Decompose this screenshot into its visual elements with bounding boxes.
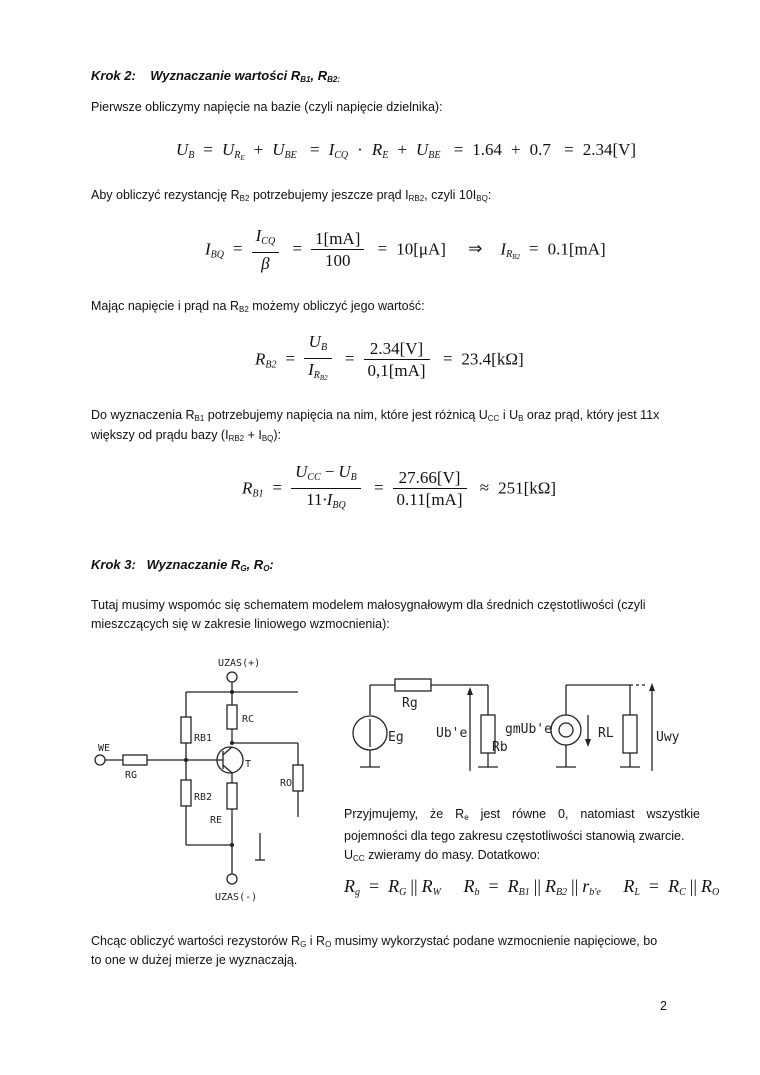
paragraph-2: Aby obliczyć rezystancję $R_{B2}$ potrzebujemy jeszcze prąd $I_{RB2}$, czyli $10I_{BQ}$: — [91, 188, 492, 203]
label-rl: RL — [598, 726, 614, 741]
label-re: RE — [210, 815, 223, 826]
paragraph-4-line2: większy od prądu bazy $(I_{RB2} + I_{BQ})$: — [91, 428, 282, 443]
label-eg: Eg — [388, 730, 404, 745]
page-number: 2 — [660, 999, 667, 1013]
label-rb-model: Rb — [492, 740, 508, 755]
label-rc: RC — [242, 714, 255, 725]
equation-rb2: RB2 = $\frac{UB}{IR_{B2}}$ = $\frac{2.34[V]}{0,1[mA]}$ = 23.4[kΩ] — [255, 332, 524, 382]
equation-rb1: RB1 = $\frac{\text{UCC − UB}}{\text{11·IBQ}}$ = $\frac{27.66[V]}{0.11[mA]}$ ≈ 251[kΩ] — [242, 462, 557, 511]
amplifier-schematic — [90, 655, 330, 905]
small-signal-model — [340, 675, 720, 785]
label-rg: RG — [125, 770, 138, 781]
label-t: T — [245, 759, 252, 770]
label-rb1: RB1 — [194, 733, 213, 744]
paragraph-1: Pierwsze obliczymy napięcie na bazie (czyli napięcie dzielnika): — [91, 100, 443, 114]
paragraph-3: Mając napięcie i prąd na $R_{B2}$ możemy obliczyć jego wartość: — [91, 299, 425, 314]
label-uwy: Uwy — [656, 730, 680, 745]
equation-parallel: Rg = RG || RW Rb = RB1 || RB2 || rb'e RL = RC || RO — [344, 876, 720, 898]
paragraph-5-line1: Tutaj musimy wspomóc się schematem modelem małosygnałowym dla średnich częstotliwości (czyli — [91, 598, 646, 612]
paragraph-6: Przyjmujemy, że $R_e$ jest równe 0, natomiast wszystkie pojemności dla tego zakresu częstotliwości stanowią zwarcie. $U_{CC}$ zwieramy do masy. Dotatkowo: — [344, 807, 700, 863]
step3-heading: Krok 3: Wyznaczanie $R_G$, $R_O$: — [91, 557, 274, 573]
step2-heading: Krok 2: Wyznaczanie wartości $R_{B1}$, $R_{B2:}$ — [91, 68, 341, 84]
label-gm: gmUb'e — [505, 722, 552, 737]
label-rg-model: Rg — [402, 696, 418, 711]
label-uzas-plus: UZAS(+) — [218, 658, 261, 669]
paragraph-7-line1: Chcąc obliczyć wartości rezystorów $R_G$ i $R_O$ musimy wykorzystać podane wzmocnienie napięciowe, bo — [91, 934, 658, 949]
label-uzas-minus: UZAS(-) — [215, 892, 258, 903]
paragraph-5-line2: mieszczących się w zakresie liniowego wzmocnienia): — [91, 617, 390, 631]
label-rb2: RB2 — [194, 792, 213, 803]
label-ube: Ub'e — [436, 726, 468, 741]
paragraph-4-line1: Do wyznaczenia $R_{B1}$ potrzebujemy napięcia na nim, które jest różnicą $U_{CC}$ i $U_B$ oraz prąd, który jest 11x — [91, 408, 660, 423]
label-we: WE — [98, 743, 111, 754]
equation-ibq: IBQ = $\frac{\text{ICQ}}{\beta}$ = $\frac{1[mA]}{100}$ = 10[μA] ⇒ $IR_{B2} = 0.1[mA]$ — [205, 226, 606, 273]
paragraph-7-line2: to one w dużej mierze je wyznaczają. — [91, 953, 298, 967]
equation-ub: UB = $UR_E$ + UBE = ICQ · RE + UBE = 1.64 + 0.7 = 2.34[V] — [176, 140, 637, 162]
label-ro: RO — [280, 778, 293, 789]
